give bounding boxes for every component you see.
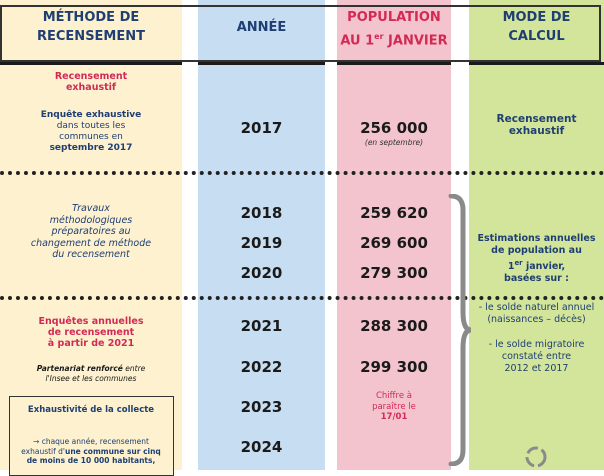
header-year — [198, 18, 325, 37]
population-2020: 279 300 — [360, 264, 428, 282]
method-annual-label: Enquêtes annuelles de recensement à partir de 2021 — [38, 316, 144, 349]
mode-solde-naturel: - le solde naturel annuel (naissances – décès) — [478, 302, 595, 325]
header-underline-year — [198, 62, 325, 65]
method-census-label: Recensement exhaustif — [54, 71, 128, 93]
collecte-box — [9, 396, 174, 476]
header-population — [337, 8, 451, 50]
header-underline-pop — [337, 62, 451, 65]
header-pop-line2: AU 1er JANVIER — [340, 32, 448, 49]
header-mode — [469, 8, 604, 46]
population-2017: 256 000 — [360, 119, 428, 137]
separator-dotted — [0, 171, 604, 175]
header-mode-line2: CALCUL — [508, 29, 565, 44]
collecte-box-text: → chaque année, recensement exhaustif d'une commune sur cinq de moins de 10 000 habitants, — [21, 437, 161, 465]
mode-estimations: Estimations annuelles de population au 1er janvier, basées sur : — [477, 233, 596, 285]
population-2021: 288 300 — [360, 317, 428, 335]
year-2024: 2024 — [240, 438, 283, 456]
year-2021: 2021 — [240, 317, 283, 335]
recycle-icon — [522, 443, 550, 470]
mode-solde-migratoire: - le solde migratoire constaté entre 2012 et 2017 — [488, 339, 585, 374]
header-underline-mode — [469, 62, 604, 65]
population-2017-note: (en septembre) — [364, 138, 424, 147]
year-2022: 2022 — [240, 358, 283, 376]
method-partner-text: Partenariat renforcé entre l'Insee et les communes — [36, 364, 146, 383]
header-year-label: ANNÉE — [236, 20, 287, 35]
header-pop-line1: POPULATION — [347, 10, 441, 25]
year-2018: 2018 — [240, 204, 283, 222]
header-method — [0, 8, 182, 46]
population-2018: 259 620 — [360, 204, 428, 222]
population-2022: 299 300 — [360, 358, 428, 376]
collecte-box-title: Exhaustivité de la collecte — [27, 405, 155, 415]
mode-census: Recensement exhaustif — [496, 113, 577, 137]
method-travaux-text: Travaux méthodologiques préparatoires au changement de méthode du recensement — [30, 203, 152, 260]
header-method-line1: MÉTHODE DE — [42, 10, 140, 25]
year-2017: 2017 — [240, 119, 283, 137]
year-2020: 2020 — [240, 264, 283, 282]
year-2023: 2023 — [240, 398, 283, 416]
year-2019: 2019 — [240, 234, 283, 252]
method-survey-text: Enquête exhaustive dans toutes les communes en septembre 2017 — [40, 110, 142, 153]
separator-dotted — [0, 296, 604, 300]
header-mode-line1: MODE DE — [502, 10, 571, 25]
population-2019: 269 600 — [360, 234, 428, 252]
population-2023-note: Chiffre à paraître le 17/01 — [372, 391, 416, 422]
header-underline-method — [0, 62, 182, 65]
header-method-line2: RECENSEMENT — [37, 29, 145, 44]
